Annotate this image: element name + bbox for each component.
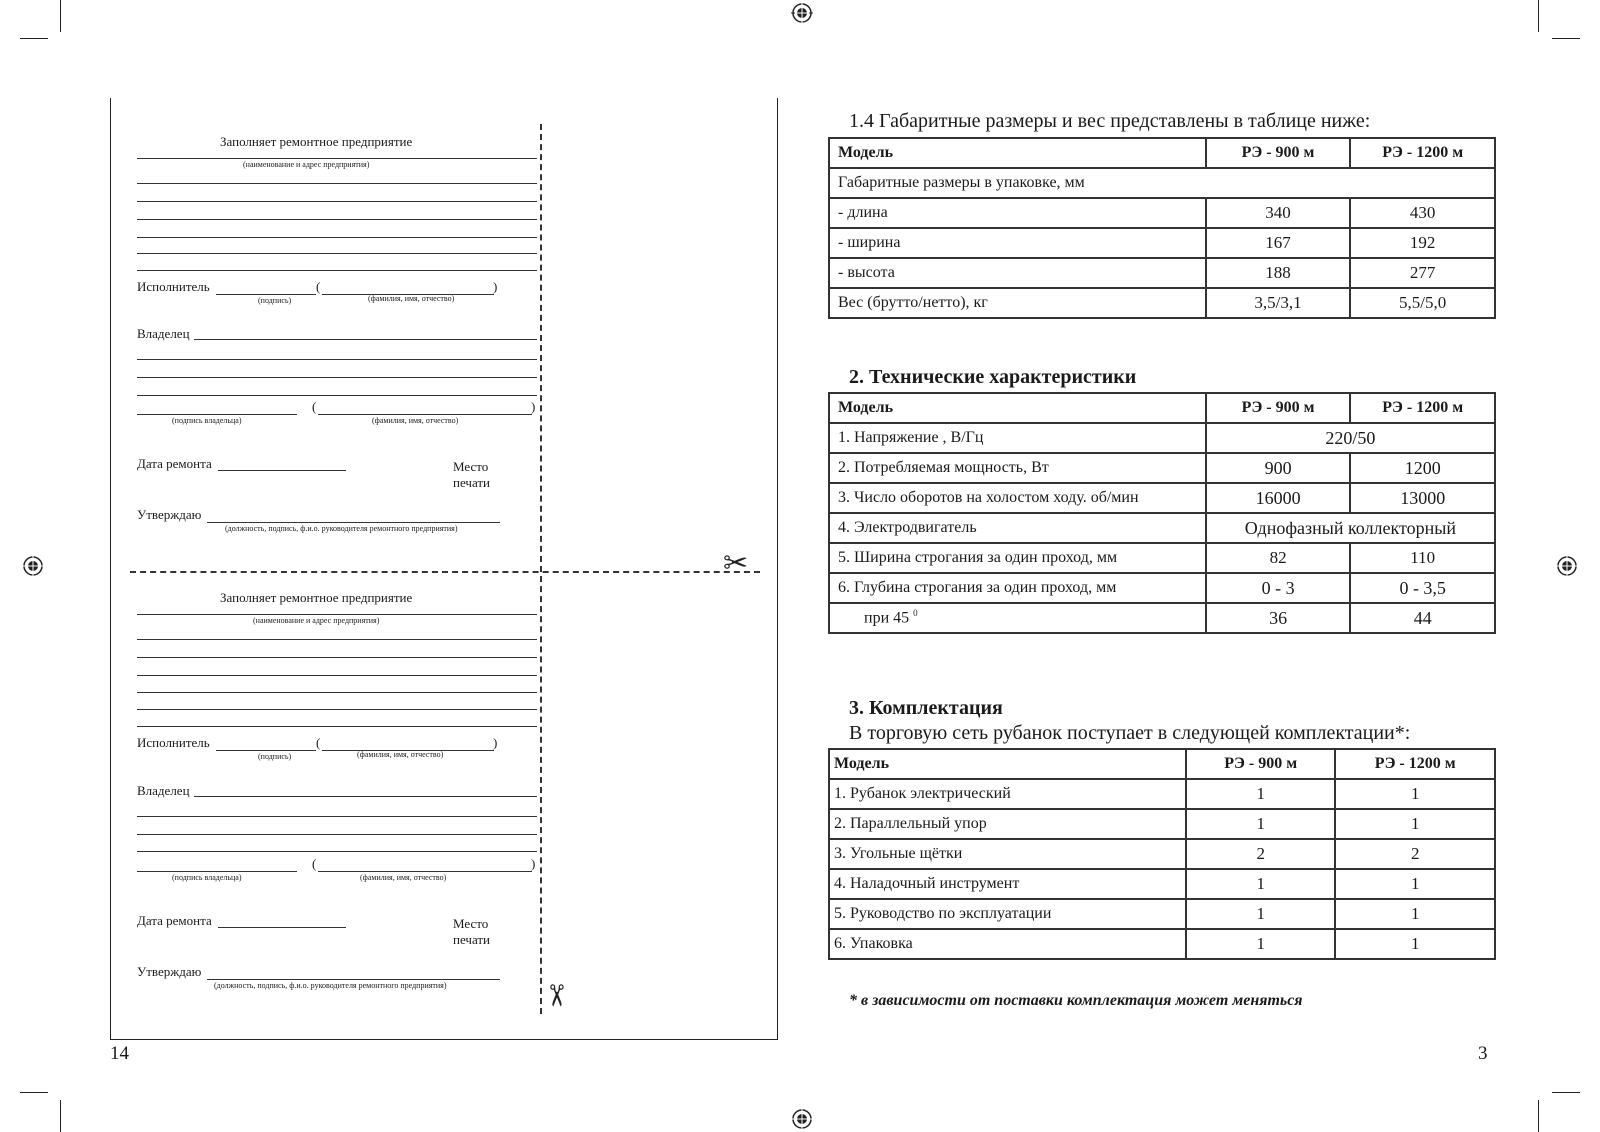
page-number-right: 3 [1478, 1043, 1488, 1064]
table-header-cell: РЭ - 900 м [1186, 749, 1336, 779]
stamp-place: Место [453, 459, 489, 474]
table-cell: 2. Параллельный упор [829, 809, 1186, 839]
table-header-cell: РЭ - 900 м [1206, 138, 1351, 168]
table-cell: 340 [1206, 198, 1351, 228]
table-cell: 6. Глубина строгания за один проход, мм [829, 573, 1206, 603]
table-cell: 0 - 3 [1206, 573, 1351, 603]
registration-mark-icon [791, 2, 813, 24]
approve-caption: (должность, подпись, ф.и.о. руководителя ремонтного предприятия) [225, 524, 458, 533]
crop-mark [60, 1100, 61, 1132]
registration-mark-icon [1556, 555, 1578, 577]
field-line[interactable] [137, 851, 537, 852]
field-line[interactable] [137, 614, 537, 615]
field-line[interactable] [137, 709, 537, 710]
fio-caption: (фамилия, имя, отчество) [368, 294, 455, 303]
kit-table [828, 748, 1496, 960]
field-line[interactable] [137, 270, 537, 271]
table-header-cell: Модель [829, 393, 1206, 423]
table-cell: 1 [1335, 869, 1495, 899]
table-cell: Однофазный коллекторный [1206, 513, 1495, 543]
scissors-icon: ✂ [539, 983, 572, 1009]
table-cell: 36 [1206, 603, 1351, 633]
specs-table [828, 392, 1496, 634]
table-header-cell: РЭ - 1200 м [1350, 138, 1495, 168]
owner-label: Владелец [137, 783, 190, 798]
table-row [829, 423, 1495, 453]
scissors-icon: ✂ [723, 547, 749, 580]
table-cell [829, 603, 1206, 633]
field-line[interactable] [137, 359, 537, 360]
field-line[interactable] [137, 816, 537, 817]
table-cell: 5. Руководство по эксплуатации [829, 899, 1186, 929]
table-row [829, 809, 1495, 839]
crop-mark [1552, 38, 1580, 39]
table-cell: 1 [1186, 779, 1336, 809]
table-header-cell: РЭ - 1200 м [1350, 393, 1495, 423]
field-line[interactable] [137, 395, 537, 396]
field-line[interactable] [137, 675, 537, 676]
table-cell: 1 [1186, 869, 1336, 899]
owner-label: Владелец [137, 326, 190, 341]
table-row [829, 453, 1495, 483]
table-row [829, 573, 1495, 603]
table-cell: 430 [1350, 198, 1495, 228]
signature-line[interactable] [216, 750, 316, 751]
field-line[interactable] [137, 639, 537, 640]
owner-signature-line[interactable] [137, 871, 297, 872]
table-cell: 1. Рубанок электрический [829, 779, 1186, 809]
crop-mark [1538, 0, 1539, 32]
table-cell: 900 [1206, 453, 1351, 483]
table-row [829, 198, 1495, 228]
stamp-place: печати [453, 932, 491, 947]
table-cell: 1. Напряжение , В/Гц [829, 423, 1206, 453]
close-paren: ) [531, 856, 536, 871]
stamp-place: печати [453, 475, 491, 490]
open-paren: ( [312, 856, 317, 871]
table-cell: 3,5/3,1 [1206, 288, 1351, 318]
repair-date-label: Дата ремонта [137, 913, 212, 928]
table-cell: 4. Электродвигатель [829, 513, 1206, 543]
signature-caption: (подпись) [258, 296, 292, 305]
open-paren: ( [316, 279, 321, 294]
table-cell: 110 [1350, 543, 1495, 573]
fio-caption: (фамилия, имя, отчество) [372, 416, 459, 425]
table-cell: 1200 [1350, 453, 1495, 483]
table-row [829, 228, 1495, 258]
field-line[interactable] [137, 834, 537, 835]
crop-mark [60, 0, 61, 32]
field-line[interactable] [137, 692, 537, 693]
registration-mark-icon [791, 1108, 813, 1130]
table-row [829, 288, 1495, 318]
field-line[interactable] [137, 219, 537, 220]
table-cell: 2 [1186, 839, 1336, 869]
table-cell: 220/50 [1206, 423, 1495, 453]
executor-label: Исполнитель [137, 279, 210, 294]
table-cell: 0 - 3,5 [1350, 573, 1495, 603]
page-number-left: 14 [110, 1043, 129, 1064]
vertical-cut-line [540, 124, 542, 1014]
field-line[interactable] [137, 726, 537, 727]
field-line[interactable] [137, 253, 537, 254]
field-line[interactable] [137, 183, 537, 184]
table-cell: - ширина [829, 228, 1206, 258]
close-paren: ) [493, 735, 498, 750]
field-line[interactable] [137, 201, 537, 202]
open-paren: ( [312, 399, 317, 414]
table-header-cell: Модель [829, 749, 1186, 779]
owner-signature-caption: (подпись владельца) [172, 873, 242, 882]
table-group-cell: Габаритные размеры в упаковке, мм [829, 168, 1495, 198]
table-cell: 1 [1335, 929, 1495, 959]
table-cell: 2. Потребляемая мощность, Вт [829, 453, 1206, 483]
specs-title: 2. Технические характеристики [849, 366, 1137, 388]
table-cell: 3. Число оборотов на холостом ходу. об/мин [829, 483, 1206, 513]
table-cell: 6. Упаковка [829, 929, 1186, 959]
table-cell: 1 [1335, 809, 1495, 839]
field-line[interactable] [137, 237, 537, 238]
table-cell: 188 [1206, 258, 1351, 288]
table-row [829, 168, 1495, 198]
table-row [829, 393, 1495, 423]
stamp-place: Место [453, 916, 489, 931]
table-cell: 5,5/5,0 [1350, 288, 1495, 318]
form-header: Заполняет ремонтное предприятие [220, 134, 413, 149]
table-cell: 16000 [1206, 483, 1351, 513]
left-page-frame [110, 98, 778, 1040]
table-row [829, 899, 1495, 929]
approve-caption: (должность, подпись, ф.и.о. руководителя ремонтного предприятия) [214, 981, 447, 990]
org-caption: (наименование и адрес предприятия) [253, 616, 380, 625]
table-header-cell: РЭ - 1200 м [1335, 749, 1495, 779]
approve-line[interactable] [207, 979, 500, 980]
field-line[interactable] [137, 377, 537, 378]
table-row [829, 513, 1495, 543]
repair-date-label: Дата ремонта [137, 456, 212, 471]
table-cell: 1 [1186, 809, 1336, 839]
kit-title: 3. Комплектация [849, 697, 1003, 719]
approve-line[interactable] [207, 522, 500, 523]
owner-fio-line[interactable] [318, 414, 532, 415]
field-line[interactable] [137, 657, 537, 658]
table-row [829, 869, 1495, 899]
owner-signature-line[interactable] [137, 414, 297, 415]
table-cell: 3. Угольные щётки [829, 839, 1186, 869]
repair-date-line[interactable] [218, 470, 346, 471]
table-cell: 13000 [1350, 483, 1495, 513]
table-cell: 4. Наладочный инструмент [829, 869, 1186, 899]
table-cell: 167 [1206, 228, 1351, 258]
owner-signature-caption: (подпись владельца) [172, 416, 242, 425]
table-row [829, 929, 1495, 959]
fio-caption: (фамилия, имя, отчество) [357, 750, 444, 759]
kit-footnote: * в зависимости от поставки комплектация может меняться [849, 992, 1303, 1009]
owner-line[interactable] [194, 796, 537, 797]
close-paren: ) [531, 399, 536, 414]
table-cell: Вес (брутто/нетто), кг [829, 288, 1206, 318]
table-row [829, 779, 1495, 809]
table-cell: 277 [1350, 258, 1495, 288]
table-cell: 1 [1335, 899, 1495, 929]
table-row [829, 483, 1495, 513]
table-header-cell: РЭ - 900 м [1206, 393, 1351, 423]
executor-label: Исполнитель [137, 735, 210, 750]
table-cell: 44 [1350, 603, 1495, 633]
crop-mark [20, 1092, 48, 1093]
form-header: Заполняет ремонтное предприятие [220, 590, 413, 605]
field-line[interactable] [137, 158, 537, 159]
fio-caption: (фамилия, имя, отчество) [360, 873, 447, 882]
table-row [829, 258, 1495, 288]
table-cell: 1 [1335, 779, 1495, 809]
dimensions-table [828, 137, 1496, 319]
table-cell: 1 [1186, 899, 1336, 929]
registration-mark-icon [22, 555, 44, 577]
owner-line[interactable] [194, 339, 537, 340]
table-header-cell: Модель [829, 138, 1206, 168]
signature-caption: (подпись) [258, 752, 292, 761]
table-row [829, 138, 1495, 168]
dimensions-title: 1.4 Габаритные размеры и вес представлены в таблице ниже: [849, 110, 1371, 132]
at45-label: при 45 [864, 609, 910, 627]
owner-fio-line[interactable] [318, 871, 532, 872]
table-row [829, 749, 1495, 779]
horizontal-cut-line [130, 571, 760, 573]
approve-label: Утверждаю [137, 507, 202, 522]
approve-label: Утверждаю [137, 964, 202, 979]
table-row [829, 603, 1495, 633]
crop-mark [20, 38, 48, 39]
signature-line[interactable] [216, 294, 316, 295]
org-caption: (наименование и адрес предприятия) [243, 160, 370, 169]
table-cell: - высота [829, 258, 1206, 288]
open-paren: ( [316, 735, 321, 750]
kit-intro: В торговую сеть рубанок поступает в следующей комплектации*: [849, 722, 1411, 744]
table-cell: 2 [1335, 839, 1495, 869]
repair-date-line[interactable] [218, 927, 346, 928]
crop-mark [1538, 1100, 1539, 1132]
close-paren: ) [493, 279, 498, 294]
crop-mark [1552, 1092, 1580, 1093]
table-cell: 82 [1206, 543, 1351, 573]
degree-sup: 0 [913, 608, 918, 619]
table-cell: 1 [1186, 929, 1336, 959]
table-row [829, 543, 1495, 573]
table-cell: - длина [829, 198, 1206, 228]
table-cell: 192 [1350, 228, 1495, 258]
table-cell: 5. Ширина строгания за один проход, мм [829, 543, 1206, 573]
table-row [829, 839, 1495, 869]
